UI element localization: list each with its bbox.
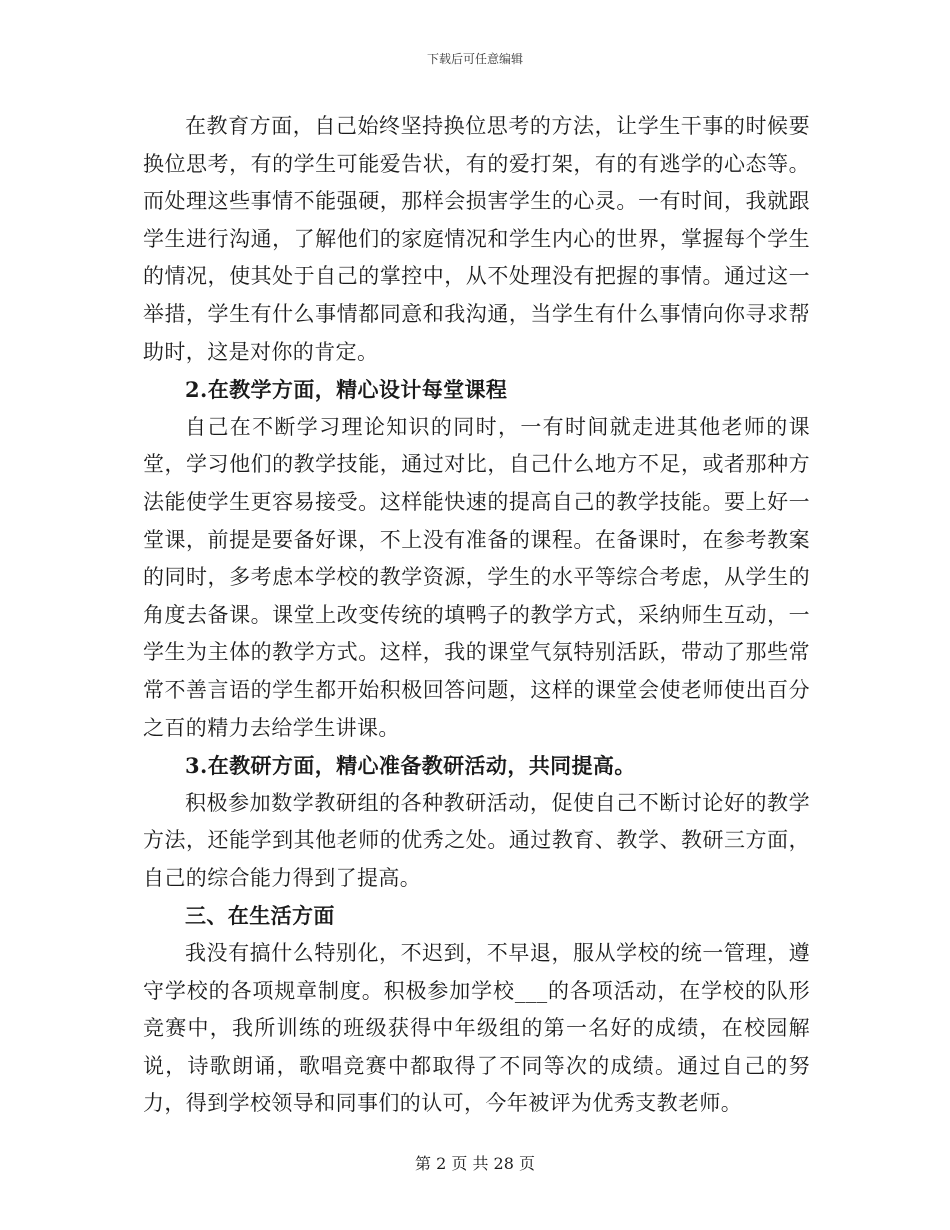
paragraph-research: 积极参加数学教研组的各种教研活动，促使自己不断讨论好的教学方法，还能学到其他老师的优秀之处。通过教育、教学、教研三方面，自己的综合能力得到了提高。	[143, 790, 810, 890]
section-heading-research: 3.在教研方面，精心准备教研活动，共同提高。	[185, 753, 636, 779]
paragraph-life: 我没有搞什么特别化，不迟到，不早退，服从学校的统一管理，遵守学校的各项规章制度。积极参加学校___的各项活动，在学校的队形竞赛中，我所训练的班级获得中年级组的第一名好的成绩，在校园解说，诗歌朗诵，歌唱竞赛中都取得了不同等次的成绩。通过自己的努力，得到学校领导和同事们的认可，今年被评为优秀支教老师。	[143, 941, 810, 1116]
paragraph-teaching: 自己在不断学习理论知识的同时，一有时间就走进其他老师的课堂，学习他们的教学技能，通过对比，自己什么地方不足，或者那种方法能使学生更容易接受。这样能快速的提高自己的教学技能。要上好一堂课，前提是要备好课，不上没有准备的课程。在备课时，在参考教案的同时，多考虑本学校的教学资源，学生的水平等综合考虑，从学生的角度去备课。课堂上改变传统的填鸭子的教学方式，采纳师生互动，一学生为主体的教学方式。这样，我的课堂气氛特别活跃，带动了那些常常不善言语的学生都开始积极回答问题，这样的课堂会使老师使出百分之百的精力去给学生讲课。	[143, 414, 810, 740]
page-header: 下载后可任意编辑	[426, 52, 523, 66]
page-footer: 第 2 页 共 28 页	[415, 1154, 535, 1173]
paragraph-education: 在教育方面，自己始终坚持换位思考的方法，让学生干事的时候要换位思考，有的学生可能爱告状，有的爱打架，有的有逃学的心态等。而处理这些事情不能强硬，那样会损害学生的心灵。一有时间，我就跟学生进行沟通，了解他们的家庭情况和学生内心的世界，掌握每个学生的情况，使其处于自己的掌控中，从不处理没有把握的事情。通过这一举措，学生有什么事情都同意和我沟通，当学生有什么事情向你寻求帮助时，这是对你的肯定。	[143, 114, 810, 364]
section-heading-teaching: 2.在教学方面，精心设计每堂课程	[185, 377, 508, 403]
document-body	[143, 108, 810, 1123]
section-heading-life: 三、在生活方面	[185, 903, 335, 929]
